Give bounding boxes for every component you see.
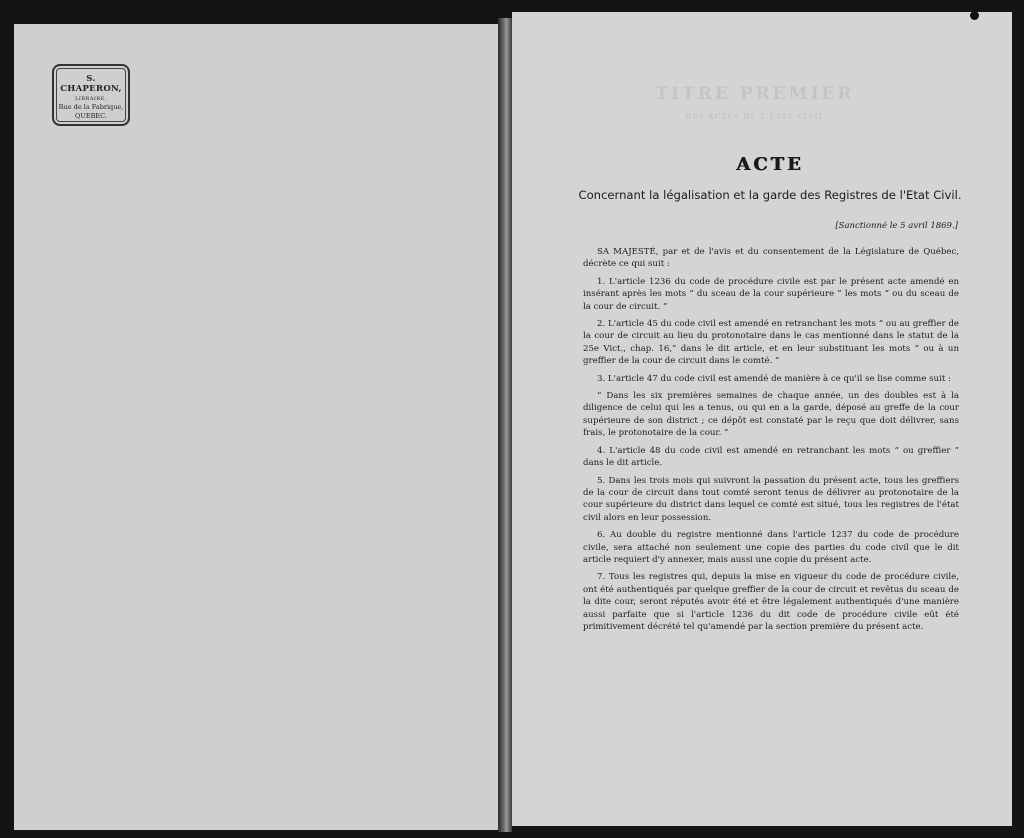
book-gutter bbox=[498, 18, 512, 832]
article-4: 4. L'article 48 du code civil est amendé en retranchant les mots “ ou greffier ” dans le dit article. bbox=[583, 445, 959, 469]
stamp-street: Rue de la Fabrique, bbox=[58, 103, 124, 111]
article-1: 1. L'article 1236 du code de procédure civile est par le présent acte amendé en insérant après les mots “ du sceau de la cour supérieure ” les mots “ ou du sceau de la cour de circuit. ” bbox=[583, 276, 959, 312]
article-2: 2. L'article 45 du code civil est amendé en retranchant les mots “ ou au greffier de la cour de circuit au lieu du protonotaire dans le cas mentionné dans le statut de la 25e Vict., chap. 16,” dans le dit article, et en leur substituant les mots “ ou à un greffier de la cour de circuit dans le comté. ” bbox=[583, 319, 959, 367]
bookseller-stamp bbox=[52, 64, 130, 126]
stamp-name: S. CHAPERON, bbox=[60, 74, 122, 94]
left-page bbox=[14, 24, 498, 830]
intro-paragraph: SA MAJESTÉ, par et de l'avis et du consentement de la Législature de Québec, décrète ce qui suit : bbox=[583, 247, 959, 270]
document-subtitle: Concernant la légalisation et la garde des Registres de l'Etat Civil. bbox=[578, 188, 962, 202]
article-5: 5. Dans les trois mois qui suivront la passation du présent acte, tous les greffiers de la cour de circuit dans tout comté seront tenus de délivrer au protonotaire de la cour supérieure du district dans lequel ce comté est situé, tous les registres de l'état civil alors en leur possession. bbox=[583, 475, 959, 523]
punch-hole bbox=[970, 11, 979, 20]
document-title: ACTE bbox=[736, 154, 804, 175]
stamp-city: QUEBEC. bbox=[75, 112, 107, 120]
article-3: 3. L'article 47 du code civil est amendé de manière à ce qu'il se lise comme suit : bbox=[597, 373, 951, 384]
stamp-trade: LIBRAIRE, bbox=[75, 96, 107, 102]
article-3-quote: “ Dans les six premières semaines de chaque année, un des doubles est à la diligence de celui qui les a tenus, ou qui en a la garde, déposé au greffe de la cour supérieure de son district ; ce dépôt est constaté par le reçu que doit délivrer, sans frais, le protonotaire de la cour. ” bbox=[583, 391, 959, 439]
article-7: 7. Tous les registres qui, depuis la mise en vigueur du code de procédure civile, ont été authentiqués par quelque greffier de la cour de circuit et revêtus du sceau de la dite cour, seront réputés avoir été et être légalement authentiqués d'une manière aussi parfaite que si l'article 1236 du dit code de procédure civile eût été primitivement décrété tel qu'amendé par la section première du présent acte. bbox=[583, 572, 959, 632]
article-6: 6. Au double du registre mentionné dans l'article 1237 du code de procédure civile, sera attaché non seulement une copie des parties du code civil que le dit article requiert d'y annexer, mais aussi une copie du présent acte. bbox=[583, 530, 959, 565]
bleedthrough-subheading: DES ACTES DE L'ÉTAT CIVIL bbox=[685, 112, 825, 121]
bleedthrough-heading: TITRE PREMIER bbox=[655, 84, 855, 104]
document-body bbox=[583, 246, 959, 638]
sanction-date: [Sanctionné le 5 avril 1869.] bbox=[835, 221, 958, 231]
